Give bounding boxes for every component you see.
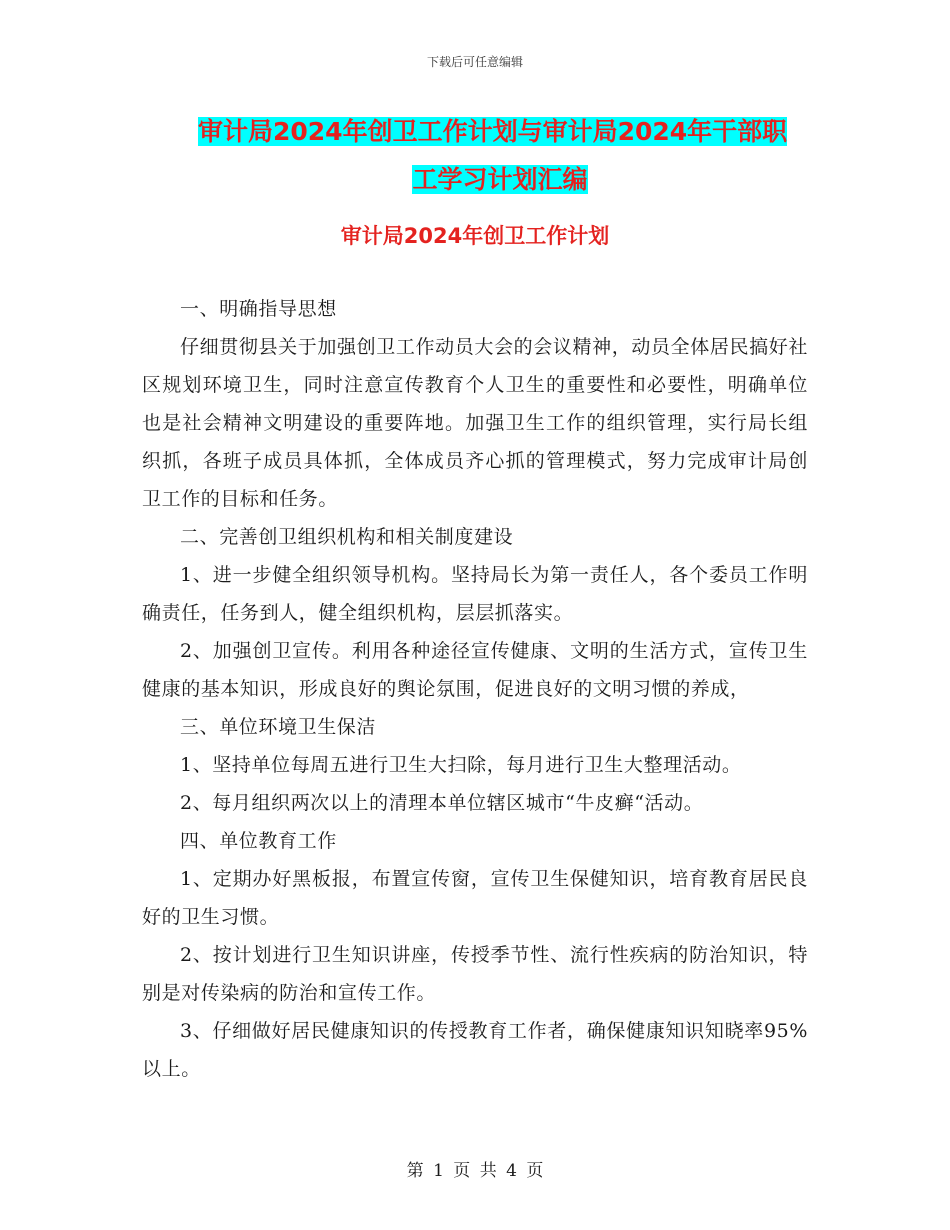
paragraph: 1、坚持单位每周五进行卫生大扫除，每月进行卫生大整理活动。 [180, 754, 742, 776]
paragraph: 1、进一步健全组织领导机构。坚持局长为第一责任人，各个委员工作明确责任，任务到人，健全组织机构，层层抓落实。 [142, 564, 808, 624]
heading-4: 四、单位教育工作 [180, 830, 337, 852]
page-number-footer: 第 1 页 共 4 页 [406, 1161, 544, 1181]
heading-1: 一、明确指导思想 [180, 298, 337, 320]
section-title: 审计局2024年创卫工作计划 [340, 224, 610, 248]
document-body [142, 290, 808, 1088]
paragraph: 2、加强创卫宣传。利用各种途径宣传健康、文明的生活方式，宣传卫生健康的基本知识，形成良好的舆论氛围，促进良好的文明习惯的养成， [142, 640, 808, 700]
paragraph: 仔细贯彻县关于加强创卫工作动员大会的会议精神，动员全体居民搞好社区规划环境卫生，同时注意宣传教育个人卫生的重要性和必要性，明确单位也是社会精神文明建设的重要阵地。加强卫生工作的组织管理，实行局长组织抓，各班子成员具体抓，全体成员齐心抓的管理模式，努力完成审计局创卫工作的目标和任务。 [142, 336, 808, 510]
paragraph: 1、定期办好黑板报，布置宣传窗，宣传卫生保健知识，培育教育居民良好的卫生习惯。 [142, 868, 808, 928]
paragraph: 3、仔细做好居民健康知识的传授教育工作者，确保健康知识知晓率95%以上。 [142, 1020, 808, 1080]
title-highlight-1: 审计局2024年创卫工作计划与审计局2024年干部职 [198, 117, 788, 146]
title-highlight-2: 工学习计划汇编 [412, 165, 588, 194]
header-note: 下载后可任意编辑 [426, 55, 523, 69]
paragraph: 2、按计划进行卫生知识讲座，传授季节性、流行性疾病的防治知识，特别是对传染病的防治和宣传工作。 [142, 944, 808, 1004]
paragraph: 2、每月组织两次以上的清理本单位辖区城市“牛皮癣“活动。 [180, 792, 704, 814]
document-title-line-1 [190, 108, 810, 156]
document-title-line-2 [190, 156, 810, 204]
heading-2: 二、完善创卫组织机构和相关制度建设 [180, 526, 514, 548]
document-title [190, 108, 810, 204]
heading-3: 三、单位环境卫生保洁 [180, 716, 377, 738]
